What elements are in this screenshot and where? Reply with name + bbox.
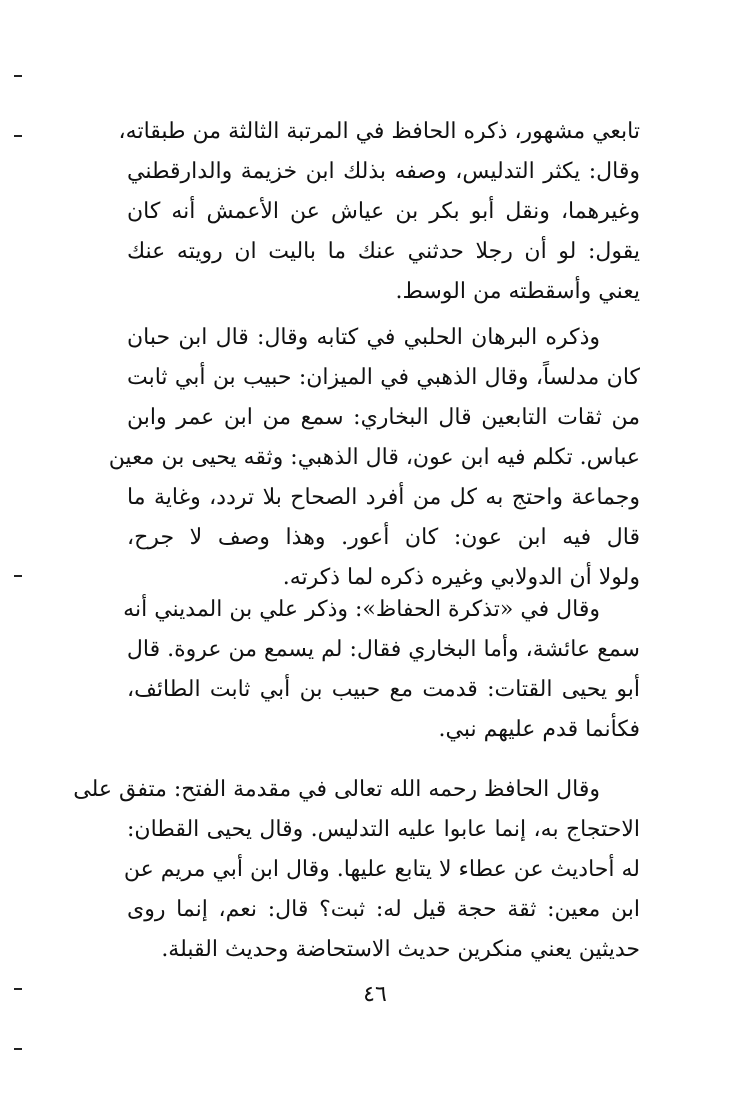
- text-line: كان مدلساً، وقال الذهبي في الميزان: حبيب بن أبي ثابت: [127, 365, 640, 390]
- margin-mark: [14, 135, 22, 137]
- text-line: يقول: لو أن رجلا حدثني عنك ما باليت ان رويته عنك: [127, 239, 640, 264]
- margin-mark: [14, 75, 22, 77]
- text-line: وقال الحافظ رحمه الله تعالى في مقدمة الفتح: متفق على: [73, 777, 600, 802]
- text-line: فكأنما قدم عليهم نبي.: [438, 717, 640, 742]
- text-line: ابن معين: ثقة حجة قيل له: ثبت؟ قال: نعم، إنما روى: [127, 897, 640, 922]
- paragraph: [108, 318, 641, 598]
- text-line: ولولا أن الدولابي وغيره ذكره لما ذكرته.: [282, 565, 640, 590]
- text-line: وقال في «تذكرة الحفاظ»: وذكر علي بن المديني أنه: [123, 597, 600, 622]
- text-line: من ثقات التابعين قال البخاري: سمع من ابن عمر وابن: [127, 405, 640, 430]
- text-line: الاحتجاج به، إنما عابوا عليه التدليس. وقال يحيى القطان:: [127, 817, 640, 842]
- text-line: قال فيه ابن عون: كان أعور. وهذا وصف لا جرح،: [127, 525, 640, 550]
- text-line: وقال: يكثر التدليس، وصفه بذلك ابن خزيمة والدارقطني: [127, 159, 640, 184]
- margin-mark: [14, 988, 22, 990]
- paragraph: [118, 112, 640, 312]
- text-line: وجماعة واحتج به كل من أفرد الصحاح بلا تردد، وغاية ما: [127, 485, 641, 510]
- text-line: يعني وأسقطته من الوسط.: [395, 279, 640, 304]
- text-line: أبو يحيى القتات: قدمت مع حبيب بن أبي ثابت الطائف،: [127, 677, 640, 702]
- paragraph: [123, 590, 640, 750]
- paragraph: [73, 770, 640, 970]
- text-line: تابعي مشهور، ذكره الحافظ في المرتبة الثالثة من طبقاته،: [118, 119, 640, 144]
- text-line: وذكره البرهان الحلبي في كتابه وقال: قال ابن حبان: [127, 325, 600, 350]
- text-line: له أحاديث عن عطاء لا يتابع عليها. وقال ابن أبي مريم عن: [123, 857, 640, 882]
- margin-mark: [14, 575, 22, 577]
- text-line: وغيرهما، ونقل أبو بكر بن عياش عن الأعمش أنه كان: [127, 199, 640, 224]
- margin-mark: [14, 1048, 22, 1050]
- text-line: سمع عائشة، وأما البخاري فقال: لم يسمع من عروة. قال: [126, 637, 640, 662]
- text-line: عباس. تكلم فيه ابن عون، قال الذهبي: وثقه يحيى بن معين: [108, 445, 640, 470]
- text-line: حديثين يعني منكرين حديث الاستحاضة وحديث القبلة.: [161, 937, 640, 962]
- page-number: ٤٦: [363, 982, 387, 1007]
